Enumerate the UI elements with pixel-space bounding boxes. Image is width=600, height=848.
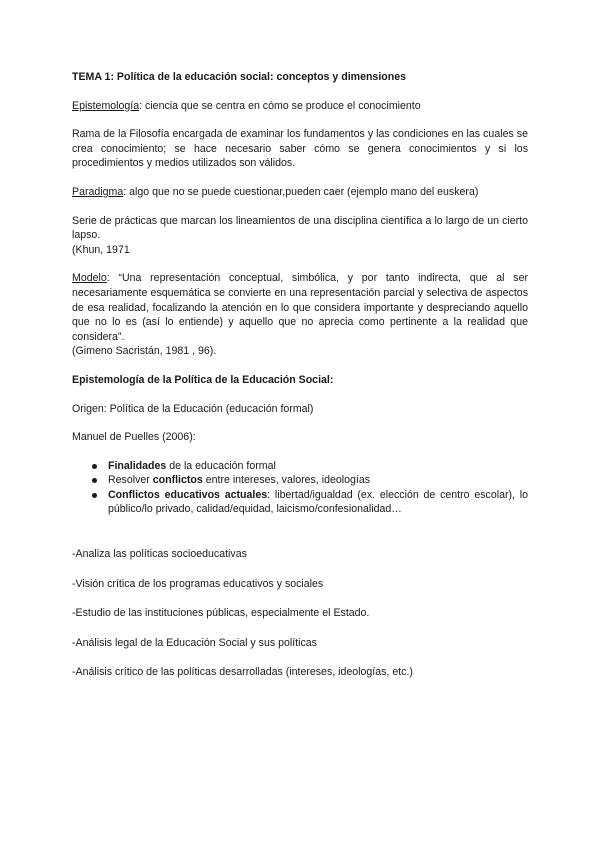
bullet-bold: Finalidades — [108, 459, 167, 472]
list-item — [108, 459, 528, 474]
bullet-text: entre intereses, valores, ideologías — [202, 474, 371, 487]
epistemologia-term: Epistemología — [72, 99, 140, 112]
bullet-list — [72, 459, 528, 517]
list-item — [108, 473, 528, 488]
epistemologia-definition-text: : ciencia que se centra en cómo se produce el conocimiento — [139, 99, 421, 112]
author-text: Manuel de Puelles (2006): — [72, 431, 196, 444]
epistemologia-paragraph: Rama de la Filosofía encargada de examinar los fundamentos y las condiciones en las cuales se crea conocimiento; se hace necesario saber cómo se genera conocimientos y si los procedimientos y medios utilizados son válidos. — [72, 128, 528, 170]
list-item: -Análisis legal de la Educación Social y sus políticas — [72, 636, 317, 649]
modelo-definition — [72, 271, 528, 344]
origen-text: Origen: Política de la Educación (educación formal) — [72, 402, 314, 415]
list-item: -Estudio de las instituciones públicas, especialmente el Estado. — [72, 607, 370, 620]
list-item — [108, 488, 528, 517]
section-heading: Epistemología de la Política de la Educación Social: — [72, 373, 334, 386]
bullet-pre: Resolver — [108, 474, 153, 487]
paradigma-term: Paradigma — [72, 185, 124, 198]
modelo-citation: (Gimeno Sacristán, 1981 , 96). — [72, 345, 217, 358]
page-title: TEMA 1: Política de la educación social: conceptos y dimensiones — [72, 71, 406, 83]
epistemologia-definition — [72, 99, 528, 114]
bullet-text: de la educación formal — [166, 459, 276, 472]
modelo-definition-text: : “Una representación conceptual, simbólica, y por tanto indirecta, que al ser necesariamente esquemática se convierte en una representación parcial y selectiva de aspectos de esa realidad, focalizando la atención en lo que considera importante y despreciando aquello que no lo es (así lo entiende) y aquello que no aprecia como pertinente a la realidad que considera”. — [72, 272, 528, 343]
paradigma-definition — [72, 185, 528, 200]
bullet-text: : libertad/igualdad (ex. elección de centro escolar), lo público/lo privado, calidad/equidad, laicismo/confesionalidad… — [108, 488, 528, 516]
bullet-bold: conflictos — [152, 474, 203, 487]
modelo-term: Modelo — [72, 272, 107, 285]
paradigma-definition-text: : algo que no se puede cuestionar,pueden caer (ejemplo mano del euskera) — [123, 185, 479, 198]
paradigma-citation: (Khun, 1971 — [72, 243, 130, 256]
list-item: -Análisis crítico de las políticas desarrolladas (intereses, ideologías, etc.) — [72, 666, 413, 679]
list-item: -Visión crítica de los programas educativos y sociales — [72, 577, 324, 590]
list-item: -Analiza las políticas socioeducativas — [72, 548, 247, 561]
bullet-bold: Conflictos educativos actuales — [108, 488, 268, 501]
paradigma-paragraph: Serie de prácticas que marcan los lineamientos de una disciplina científica a lo largo de un cierto lapso. — [72, 214, 528, 242]
document-page — [72, 70, 528, 680]
